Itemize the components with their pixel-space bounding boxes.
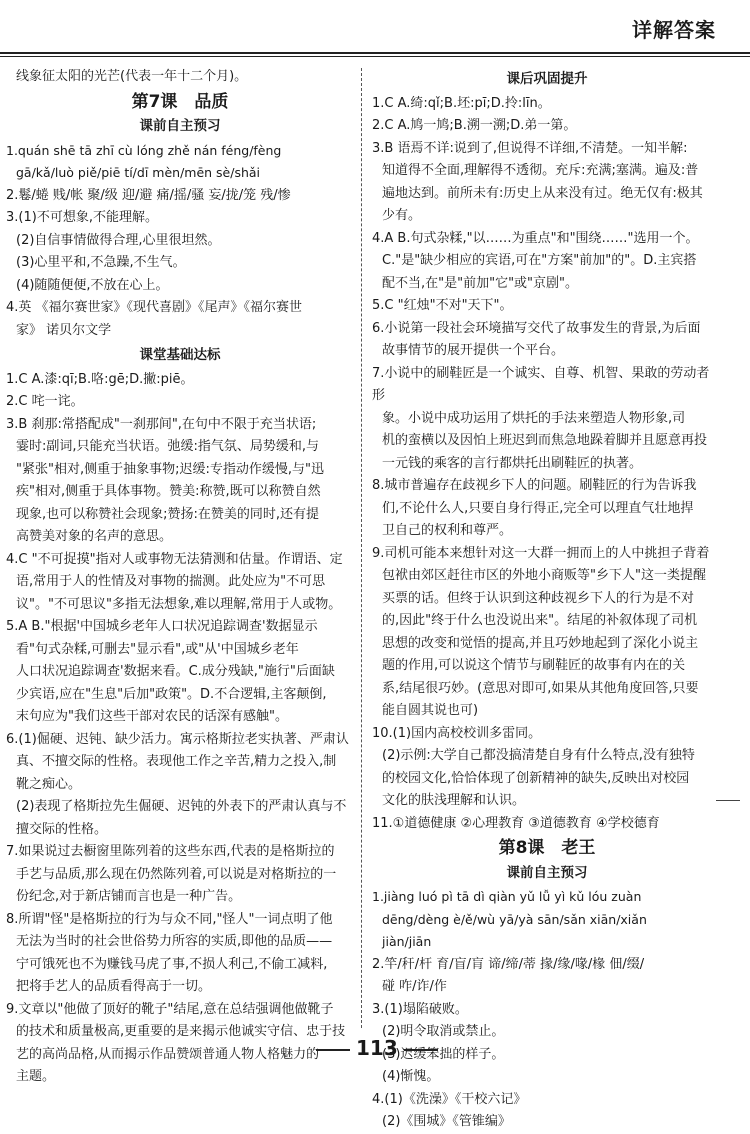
preview-line: (4)惭愧。 <box>382 1069 440 1084</box>
preview-line: dēng/dèng è/ě/wù yā/yà sān/sǎn xiān/xiǎn <box>382 911 647 927</box>
column-divider <box>361 68 362 1028</box>
after-line: 机的蛮横以及因怕上班迟到而焦急地跺着脚并且愿意再投 <box>382 433 708 448</box>
class-line: 主题。 <box>16 1069 56 1084</box>
preview-line: 1.quán shē tā zhī cù lóng zhě nán féng/fèng <box>6 142 282 158</box>
class-line: 看"句式杂糅,可删去"显示看",或"从'中国城乡老年 <box>16 641 299 657</box>
class-line: 疾"相对,侧重于具体事物。赞美:称赞,既可以称赞自然 <box>16 484 321 499</box>
after-line: 们,不论什么人,只要自身行得正,完全可以理直气壮地捍 <box>382 500 694 516</box>
after-line: 5.C "红烛"不对"天下"。 <box>372 298 513 313</box>
class-line: 2.C 咤一诧。 <box>6 394 84 409</box>
class-line: 艺的高尚品格,从而揭示作品赞颂普通人物人格魅力的 <box>16 1046 320 1062</box>
preview-line: (3)心里平和,不急躁,不生气。 <box>16 255 186 270</box>
class-line: 霎时:副词,只能充当状语。弛缓:指气氛、局势缓和,与 <box>16 439 320 454</box>
after-line: 8.城市普遍存在歧视乡下人的问题。刷鞋匠的行为告诉我 <box>372 478 697 493</box>
after-line: 4.A B.句式杂糅,"以……为重点"和"围绕……"选用一个。 <box>372 230 699 246</box>
lesson-7-title: 第7课 品质 <box>131 91 229 112</box>
after-line: 3.B 语焉不详:说到了,但说得不详细,不清楚。一知半解: <box>372 140 688 156</box>
preview-line: (4)随随便便,不放在心上。 <box>16 277 169 293</box>
after-line: 一元钱的乘客的言行都烘托出刷鞋匠的执著。 <box>382 455 643 471</box>
after-line: 11.①道德健康 ②心理教育 ③道德教育 ④学校德育 <box>372 815 660 831</box>
after-line: (2)示例:大学自己都没搞清楚自身有什么特点,没有独特 <box>382 748 695 763</box>
page-number <box>310 1036 444 1060</box>
after-line: 6.小说第一段社会环境描写交代了故事发生的背景,为后面 <box>372 320 701 336</box>
preview-line: 家》 诺贝尔文学 <box>16 322 112 338</box>
class-line: (2)表现了格斯拉先生倔硬、迟钝的外表下的严肃认真与不 <box>16 799 347 814</box>
class-line: 6.(1)倔硬、迟钝、缺少活力。寓示格斯拉老实执著、严肃认 <box>6 731 349 747</box>
after-line: 文化的肤浅理解和认识。 <box>382 793 526 808</box>
preview-line: 3.(1)不可想象,不能理解。 <box>6 210 158 225</box>
class-line: 现象,也可以称赞社会现象;赞扬:在赞美的同时,还有提 <box>16 506 320 522</box>
after-line: 10.(1)国内高校校训多雷同。 <box>372 725 542 741</box>
after-line: 的,因此"终于什么也没说出来"。结尾的补叙体现了司机 <box>382 613 698 628</box>
class-line: 人口状况追踪调查'数据来看。C.成分残缺,"施行"后面缺 <box>16 664 335 679</box>
header-title: 详解答案 <box>632 18 716 42</box>
class-line: 靴之痴心。 <box>16 776 82 792</box>
after-line: 买票的话。但终于认识到这种歧视乡下人的行为是不对 <box>382 590 695 606</box>
after-line: 系,结尾很巧妙。(意思对即可,如果从其他角度回答,只要 <box>382 680 699 696</box>
after-line: 1.C A.绮:qǐ;B.坯:pī;D.拎:līn。 <box>372 95 551 111</box>
class-line: 高赞美对象的名声的意思。 <box>16 529 173 544</box>
after-line: 的校园文化,恰恰体现了创新精神的缺失,反映出对校园 <box>382 770 690 786</box>
class-line: 7.如果说过去橱窗里陈列着的这些东西,代表的是格斯拉的 <box>6 844 335 859</box>
after-line: 配不当,在"是"前加"它"或"京剧"。 <box>382 275 579 291</box>
class-line: 无法为当时的社会世俗势力所容的实质,即他的品质—— <box>16 934 333 949</box>
preview-line: 3.(1)塌陷破败。 <box>372 1001 468 1017</box>
preview-line: gā/kǎ/luò piě/piē tí/dī mèn/mēn sè/shǎi <box>16 165 261 180</box>
after-line: 遍地达到。前所未有:历史上从来没有过。绝无仅有:极其 <box>382 185 703 201</box>
class-line: 5.A B."根据'中国城乡老年人口状况追踪调查'数据显示 <box>6 619 318 634</box>
after-line: 7.小说中的刷鞋匠是一个诚实、自尊、机智、果敢的劳动者形 <box>372 365 710 403</box>
left-column <box>6 66 354 1089</box>
header-rule <box>0 52 750 54</box>
after-line: 少有。 <box>382 208 422 223</box>
class-line: 的技术和质量极高,更重要的是来揭示他诚实守信、忠于技 <box>16 1024 346 1039</box>
page-number-dash-right <box>404 1049 438 1051</box>
after-line: 思想的改变和觉悟的提高,并且巧妙地起到了深化小说主 <box>382 635 699 651</box>
section-preview-title: 课前自主预习 <box>139 118 221 134</box>
preview-line: jiàn/jiān <box>382 934 432 949</box>
after-line: 象。小说中成功运用了烘托的手法来塑造人物形象,司 <box>382 410 686 426</box>
after-line: 9.司机可能本来想针对这一大群一拥而上的人中挑担子背着 <box>372 545 710 561</box>
class-line: 语,常用于人的性情及对事物的揣测。此处应为"不可思 <box>16 574 326 589</box>
after-line: 能自圆其说也可) <box>382 703 479 718</box>
preview-line: 2.竿/秆/杆 育/盲/肓 谛/缔/蒂 掾/缘/喙/椽 佃/缀/ <box>372 956 645 972</box>
class-line: 手艺与品质,那么现在仍然陈列着,可以说是对格斯拉的一 <box>16 866 337 882</box>
lesson-8-title: 第8课 老王 <box>498 838 596 858</box>
after-line: 知道得不全面,理解得不透彻。充斥:充满;塞满。遍及:普 <box>382 163 699 178</box>
preview-line: 1.jiàng luó pì tā dì qiàn yǔ lǚ yì kǔ lóu zuàn <box>372 889 642 904</box>
preview-line: (2)明令取消或禁止。 <box>382 1024 505 1039</box>
after-line: 卫自己的权利和尊严。 <box>382 523 513 538</box>
class-line: 8.所谓"怪"是格斯拉的行为与众不同,"怪人"一词点明了他 <box>6 911 333 927</box>
class-line: 真、不擅交际的性格。表现他工作之辛苦,精力之投入,制 <box>16 754 337 769</box>
right-column <box>372 66 722 1134</box>
after-line: C."是"缺少相应的宾语,可在"方案"前加"的"。D.主宾搭 <box>382 253 697 268</box>
class-line: 9.文章以"他做了顶好的靴子"结尾,意在总结强调他做靴子 <box>6 1001 334 1017</box>
preview-line: 碰 咋/诈/作 <box>382 979 447 994</box>
page-number-value: 113 <box>356 1036 398 1060</box>
header-rule-thin <box>0 56 750 57</box>
margin-mark <box>716 800 740 801</box>
class-line: 末句应为"我们这些干部对农民的话深有感触"。 <box>16 709 288 724</box>
after-line: 2.C A.鸠一鸠;B.溯一溯;D.弟一第。 <box>372 118 577 133</box>
preview-line: 4.(1)《洗澡》《干校六记》 <box>372 1091 527 1107</box>
class-line: 份纪念,对于新店铺而言也是一种广告。 <box>16 889 242 904</box>
after-line: 故事情节的展开提供一个平台。 <box>382 343 565 358</box>
class-line: 议"。"不可思议"多指无法想象,难以理解,常用于人或物。 <box>16 596 342 612</box>
preview-line: (3)迟缓笨拙的样子。 <box>382 1046 505 1062</box>
after-line-with-lesson <box>372 813 722 836</box>
preview-line: (2)《围城》《管锥编》 <box>382 1114 511 1129</box>
after-line: 包袱由郊区赶往市区的外地小商贩等"乡下人"这一类提醒 <box>382 568 706 583</box>
section-after-title: 课后巩固提升 <box>506 71 588 87</box>
preview-line: 2.鬈/蜷 贱/帐 聚/级 迎/避 痛/摇/骚 妄/拢/笼 残/惨 <box>6 187 291 203</box>
class-line: "紧张"相对,侧重于抽象事物;迟缓:专指动作缓慢,与"迅 <box>16 461 324 477</box>
class-line: 把将手艺人的品质看得高于一切。 <box>16 979 212 994</box>
preview-line: (2)自信事情做得合理,心里很坦然。 <box>16 232 221 248</box>
page-number-dash-left <box>316 1049 350 1051</box>
section-preview-title: 课前自主预习 <box>506 864 588 881</box>
intro-line: 线象征太阳的光芒(代表一年十二个月)。 <box>16 69 248 84</box>
class-line: 4.C "不可捉摸"指对人或事物无法猜测和估量。作谓语、定 <box>6 551 343 567</box>
class-line: 少宾语,应在"生息"后加"政策"。D.不合逻辑,主客颠倒, <box>16 686 327 702</box>
class-line: 擅交际的性格。 <box>16 821 108 837</box>
section-class-title: 课堂基础达标 <box>139 347 221 363</box>
preview-line: 4.英 《福尔赛世家》《现代喜剧》《尾声》《福尔赛世 <box>6 300 303 315</box>
after-line: 题的作用,可以说这个情节与刷鞋匠的故事有内在的关 <box>382 658 686 673</box>
class-line: 宁可饿死也不为赚钱马虎了事,不损人利己,不偷工减料, <box>16 956 328 972</box>
class-line: 3.B 刹那:常搭配成"一刹那间",在句中不限于充当状语; <box>6 416 317 432</box>
class-line: 1.C A.漆:qī;B.咯:gē;D.撇:piē。 <box>6 371 194 387</box>
